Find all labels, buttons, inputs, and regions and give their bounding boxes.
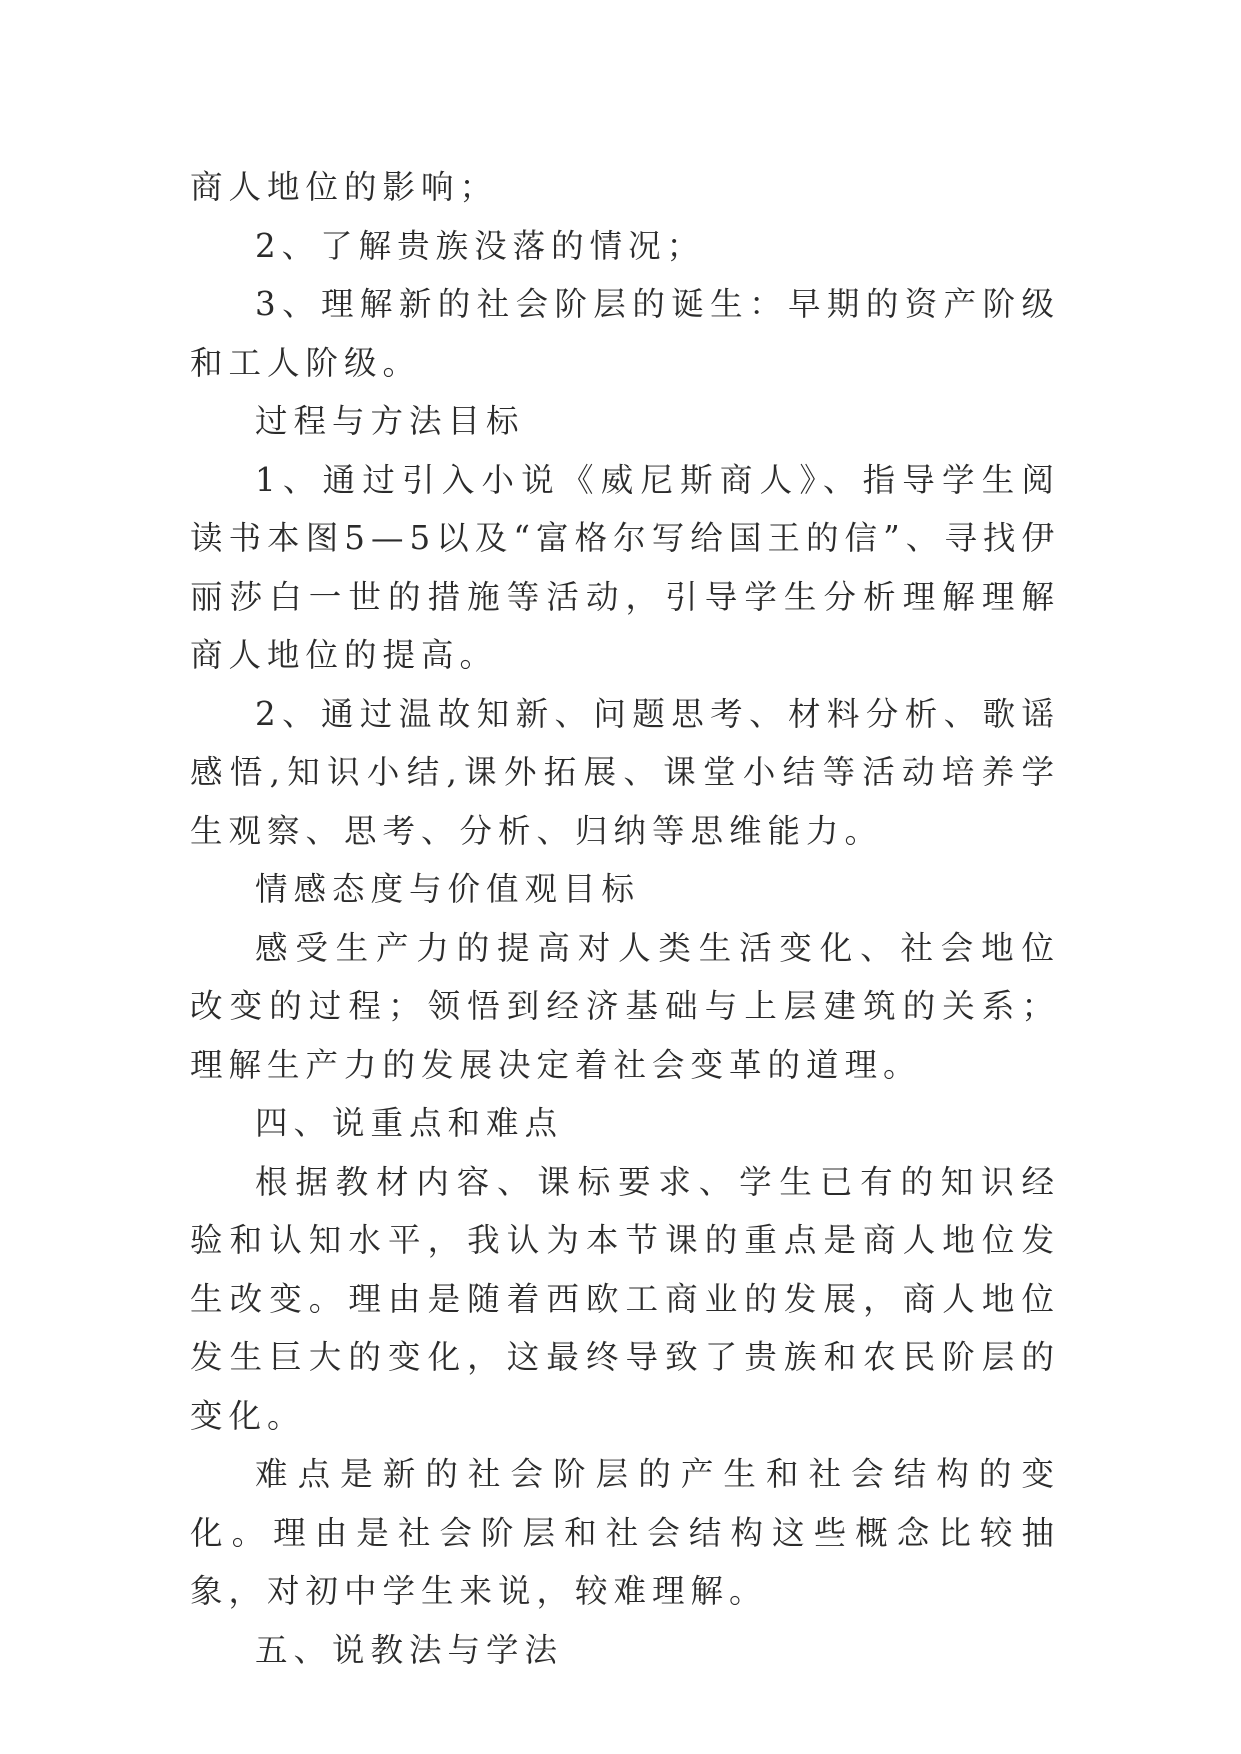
document-body [190, 158, 1060, 1679]
paragraph-key-point: 根据教材内容、课标要求、学生已有的知识经验和认知水平，我认为本节课的重点是商人地位发生改变。理由是随着西欧工商业的发展，商人地位发生巨大的变化，这最终导致了贵族和农民阶层的变化。 [190, 1162, 1060, 1435]
paragraph-objective-2: 2、了解贵族没落的情况； [255, 226, 706, 265]
paragraph-difficult-point: 难点是新的社会阶层的产生和社会结构的变化。理由是社会阶层和社会结构这些概念比较抽象，对初中学生来说，较难理解。 [190, 1455, 1060, 1610]
paragraph-method-1: 1、通过引入小说《威尼斯商人》、指导学生阅读书本图5—5以及“富格尔写给国王的信”、寻找伊丽莎白一世的措施等活动，引导学生分析理解理解商人地位的提高。 [190, 460, 1060, 674]
paragraph-method-2: 2、通过温故知新、问题思考、材料分析、歌谣感悟,知识小结,课外拓展、课堂小结等活动培养学生观察、思考、分析、归纳等思维能力。 [190, 694, 1060, 850]
heading-teaching-methods: 五、说教法与学法 [255, 1630, 564, 1669]
paragraph-objective-3: 3、理解新的社会阶层的诞生：早期的资产阶级和工人阶级。 [190, 285, 1060, 382]
paragraph-continuation: 商人地位的影响； [190, 168, 499, 206]
paragraph-emotion-values: 感受生产力的提高对人类生活变化、社会地位改变的过程；领悟到经济基础与上层建筑的关系；理解生产力的发展决定着社会变革的道理。 [190, 928, 1060, 1084]
heading-process-method: 过程与方法目标 [255, 402, 525, 440]
heading-emotion-values: 情感态度与价值观目标 [255, 870, 641, 908]
heading-key-difficult-points: 四、说重点和难点 [255, 1104, 564, 1142]
